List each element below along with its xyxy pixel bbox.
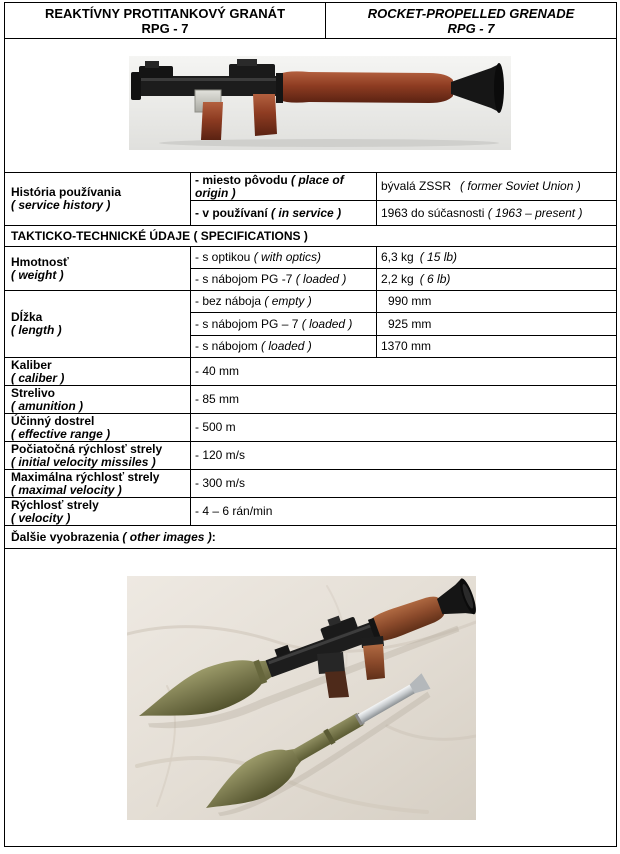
main-photo-row <box>5 39 617 173</box>
other-images-label-en: ( other images ) <box>122 529 212 544</box>
second-photo-cell <box>5 549 617 847</box>
in-service-value-en: ( 1963 – present ) <box>487 205 583 220</box>
ammunition-label: Strelivo <box>11 385 56 400</box>
weight-optics-key-en: ( with optics) <box>253 250 322 264</box>
maximal-velocity-label: Maximálna rýchlosť strely <box>11 469 160 484</box>
caliber-label: Kaliber <box>11 357 52 372</box>
initial-velocity-value: - 120 m/s <box>191 442 617 470</box>
origin-key-en: ( place of origin ) <box>195 172 344 200</box>
weight-loaded-key-en: ( loaded ) <box>295 272 347 286</box>
maximal-velocity-label-en: ( maximal velocity ) <box>11 482 122 497</box>
effective-range-value: - 500 m <box>191 414 617 442</box>
weight-label-cell <box>5 247 191 291</box>
title-slovak: REAKTÍVNY PROTITANKOVÝ GRANÁT <box>44 5 286 21</box>
effective-range-label: Účinný dostrel <box>11 413 95 428</box>
front-grip <box>253 94 277 136</box>
spec-row-maximal-velocity <box>5 470 617 498</box>
ammunition-label-en: ( amunition ) <box>11 398 83 413</box>
main-photo-cell <box>5 39 617 173</box>
model-slovak: RPG - 7 <box>141 20 189 36</box>
velocity-label-cell <box>5 498 191 526</box>
wooden-heat-shield <box>279 71 453 103</box>
weight-label-en: ( weight ) <box>11 267 64 282</box>
length-label: Dĺžka <box>11 310 43 324</box>
length-loaded-key-cell <box>191 336 377 358</box>
spec-row-effective-range <box>5 414 617 442</box>
length-row-empty <box>5 291 617 313</box>
effective-range-label-en: ( effective range ) <box>11 426 111 441</box>
weight-loaded-key-cell <box>191 269 377 291</box>
history-label-en: ( service history ) <box>11 198 111 212</box>
origin-value-en: ( former Soviet Union ) <box>460 179 581 193</box>
in-service-key: - v používaní <box>195 205 268 220</box>
spec-row-initial-velocity <box>5 442 617 470</box>
velocity-label: Rýchlosť strely <box>11 497 99 512</box>
origin-value-cell <box>377 173 617 201</box>
other-images-label: Ďalšie vyobrazenia <box>11 529 120 544</box>
spec-row-caliber <box>5 358 617 386</box>
in-service-key-en: ( in service ) <box>271 205 342 220</box>
initial-velocity-label: Počiatočná rýchlosť strely <box>11 441 163 456</box>
maximal-velocity-value: - 300 m/s <box>191 470 617 498</box>
length-pg7-value: 925 mm <box>377 313 617 336</box>
weight-optics-value-cell <box>377 247 617 269</box>
initial-velocity-label-en: ( initial velocity missiles ) <box>11 454 156 469</box>
specifications-heading-row <box>5 226 617 247</box>
weight-optics-value: 6,3 kg <box>381 250 414 264</box>
weight-optics-value-en: ( 15 lb) <box>419 250 458 264</box>
ammunition-label-cell <box>5 386 191 414</box>
model-english: RPG - 7 <box>447 20 495 36</box>
spec-row-velocity <box>5 498 617 526</box>
maximal-velocity-label-cell <box>5 470 191 498</box>
header-row <box>5 3 617 39</box>
length-empty-key-cell <box>191 291 377 313</box>
caliber-label-cell <box>5 358 191 386</box>
weight-loaded-value-en: ( 6 lb) <box>419 272 451 286</box>
rpg7-side-photo <box>129 56 511 150</box>
length-loaded-key: - s nábojom <box>195 339 258 353</box>
length-empty-key: - bez náboja <box>195 294 262 308</box>
other-images-row <box>5 526 617 549</box>
title-slovak-cell <box>5 3 326 39</box>
in-service-value: 1963 do súčasnosti <box>381 205 485 220</box>
title-english: ROCKET-PROPELLED GRENADE <box>367 5 575 21</box>
length-loaded-key-en: ( loaded ) <box>261 339 312 353</box>
weight-optics-key-cell <box>191 247 377 269</box>
weight-row-optics <box>5 247 617 269</box>
history-label: História používania <box>11 185 122 199</box>
ammunition-value: - 85 mm <box>191 386 617 414</box>
other-images-heading <box>5 526 617 549</box>
length-loaded-value: 1370 mm <box>377 336 617 358</box>
caliber-value: - 40 mm <box>191 358 617 386</box>
weight-loaded-value: 2,2 kg <box>381 272 414 286</box>
effective-range-label-cell <box>5 414 191 442</box>
length-pg7-key-cell <box>191 313 377 336</box>
length-pg7-key-en: ( loaded ) <box>301 316 353 331</box>
length-empty-value: 990 mm <box>377 291 617 313</box>
rpg7-spec-sheet <box>4 2 617 847</box>
in-service-value-cell <box>377 201 617 226</box>
other-images-colon: : <box>211 529 216 544</box>
origin-key-cell <box>191 173 377 201</box>
length-label-cell <box>5 291 191 358</box>
specifications-heading: TAKTICKO-TECHNICKÉ ÚDAJE ( SPECIFICATIONS ) <box>5 226 617 247</box>
history-row-origin <box>5 173 617 201</box>
shield-clamp <box>276 73 283 103</box>
spec-row-ammunition <box>5 386 617 414</box>
weight-loaded-key: - s nábojom PG -7 <box>195 272 293 286</box>
origin-key: - miesto pôvodu <box>195 172 288 187</box>
weight-optics-key: - s optikou <box>195 250 251 264</box>
title-english-cell <box>326 3 617 39</box>
initial-velocity-label-cell <box>5 442 191 470</box>
velocity-value: - 4 – 6 rán/min <box>191 498 617 526</box>
history-label-cell <box>5 173 191 226</box>
weight-loaded-value-cell <box>377 269 617 291</box>
rpg7-with-grenades-photo <box>127 576 476 820</box>
second-photo-row <box>5 549 617 847</box>
length-pg7-key: - s nábojom PG – 7 <box>195 316 299 331</box>
length-label-en: ( length ) <box>11 323 62 337</box>
caliber-label-en: ( caliber ) <box>11 370 65 385</box>
origin-value: bývalá ZSSR <box>381 179 452 193</box>
velocity-label-en: ( velocity ) <box>11 510 71 525</box>
in-service-key-cell <box>191 201 377 226</box>
length-empty-key-en: ( empty ) <box>264 294 312 308</box>
weight-label: Hmotnosť <box>11 254 69 269</box>
